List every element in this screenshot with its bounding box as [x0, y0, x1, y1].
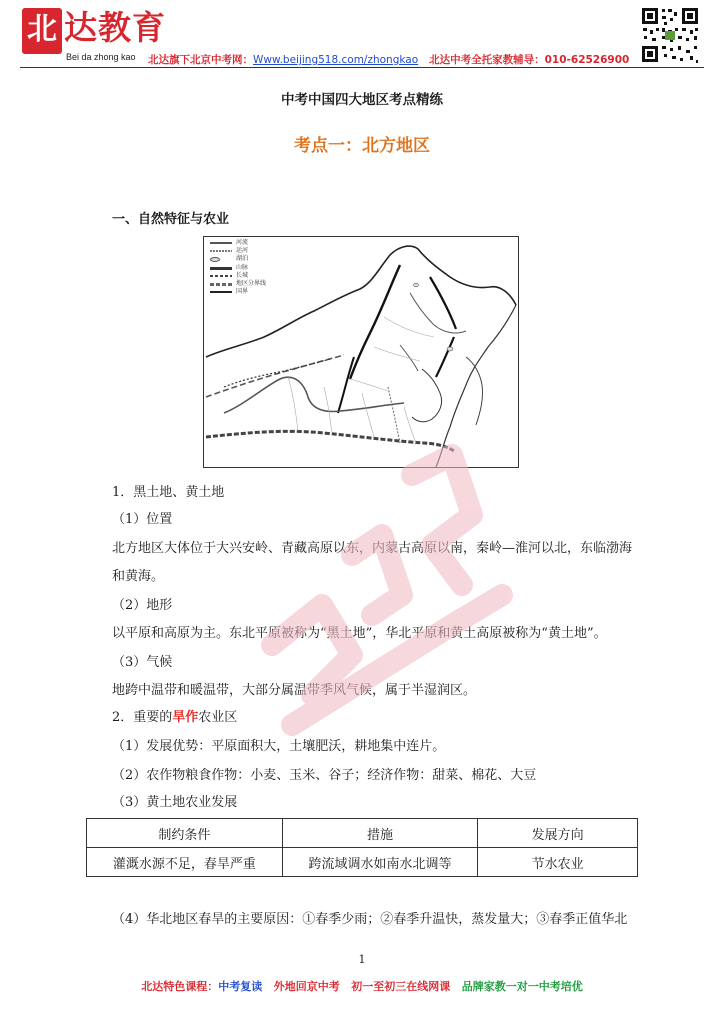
text-crops: （2）农作物粮食作物：小麦、玉米、谷子；经济作物：甜菜、棉花、大豆 — [112, 768, 537, 783]
table-row — [87, 848, 638, 877]
heading-dry-farming-highlight: 旱作 — [172, 710, 199, 725]
logo-text: 达教育 — [64, 8, 166, 47]
legend-item — [206, 264, 294, 272]
legend-label: 长城 — [236, 271, 249, 279]
text-location-line1: 北方地区大体位于大兴安岭、青藏高原以东，内蒙古高原以南，秦岭—淮河以北，东临渤海 — [112, 541, 633, 556]
qr-code-icon — [640, 6, 700, 64]
text-loess-agriculture: （3）黄土地农业发展 — [112, 795, 238, 810]
table-header-cell: 发展方向 — [478, 819, 638, 848]
legend-label: 湖泊 — [236, 255, 249, 263]
text-terrain: 以平原和高原为主。东北平原被称为“黑土地”，华北平原和黄土高原被称为“黄土地”。 — [112, 626, 607, 641]
heading-dry-farming — [112, 707, 237, 729]
legend-label: 山脉 — [236, 263, 249, 271]
table-header-cell: 措施 — [282, 819, 478, 848]
northern-region-map — [203, 236, 519, 468]
legend-swatch — [210, 267, 232, 270]
header-info — [148, 52, 629, 67]
legend-item — [206, 288, 294, 296]
map-legend — [206, 239, 294, 307]
legend-swatch — [210, 283, 232, 286]
legend-label: 运河 — [236, 247, 249, 255]
page-header — [0, 0, 724, 72]
legend-item — [206, 272, 294, 280]
label-climate: （3）气候 — [112, 655, 173, 670]
text-location-line2: 和黄海。 — [112, 569, 165, 584]
header-divider — [20, 67, 704, 68]
subsection-heading: 一、自然特征与农业 — [112, 212, 230, 227]
document-title: 中考中国四大地区考点精练 — [281, 92, 443, 108]
label-location: （1）位置 — [112, 512, 173, 527]
legend-item — [206, 255, 294, 263]
logo-char: 北 — [27, 12, 57, 47]
legend-item — [206, 247, 294, 255]
table-cell: 跨流域调水如南水北调等 — [282, 848, 478, 877]
table-cell: 节水农业 — [478, 848, 638, 877]
label-terrain: （2）地形 — [112, 598, 173, 613]
legend-swatch — [210, 275, 232, 277]
text-climate: 地跨中温带和暖温带，大部分属温带季风气候，属于半湿润区。 — [112, 683, 477, 698]
legend-swatch — [210, 291, 232, 293]
text-spring-drought: （4）华北地区春旱的主要原因：①春季少雨；②春季升温快，蒸发量大；③春季正值华北 — [112, 912, 628, 927]
heading-black-yellow-land: 1．黑土地、黄土地 — [112, 485, 225, 500]
footer-course-repeat[interactable]: 中考复读 — [218, 980, 263, 993]
header-info-suffix: 北达中考全托家教辅导：010-62526900 — [429, 54, 630, 66]
heading-dry-farming-suffix: 农业区 — [198, 710, 238, 725]
page-footer — [0, 978, 724, 994]
table-header-row — [87, 819, 638, 848]
legend-label: 地区分界线 — [236, 279, 267, 287]
heading-dry-farming-prefix: 2．重要的 — [112, 710, 173, 725]
legend-swatch — [210, 257, 220, 262]
page-number: 1 — [358, 953, 366, 966]
legend-label: 国界 — [236, 288, 249, 296]
table-header-cell: 制约条件 — [87, 819, 283, 848]
section-title: 考点一：北方地区 — [294, 136, 430, 156]
legend-swatch — [210, 242, 232, 244]
text-advantages: （1）发展优势：平原面积大，土壤肥沃，耕地集中连片。 — [112, 739, 446, 754]
header-info-prefix: 北达旗下北京中考网： — [148, 54, 253, 66]
legend-item — [206, 280, 294, 288]
legend-label: 河流 — [236, 239, 249, 246]
footer-course-return[interactable]: 外地回京中考 — [273, 980, 340, 993]
legend-swatch — [210, 250, 232, 252]
footer-course-tutor[interactable]: 品牌家教一对一中考培优 — [461, 980, 583, 993]
footer-label: 北达特色课程： — [141, 980, 219, 993]
header-url-link[interactable]: Www.beijing518.com/zhongkao — [253, 54, 419, 66]
table-cell: 灌溉水源不足，春旱严重 — [87, 848, 283, 877]
agriculture-table — [86, 818, 638, 877]
legend-item — [206, 239, 294, 247]
logo-pinyin: Bei da zhong kao — [66, 52, 136, 62]
logo-mark — [22, 8, 62, 54]
footer-course-online[interactable]: 初一至初三在线网课 — [351, 980, 451, 993]
